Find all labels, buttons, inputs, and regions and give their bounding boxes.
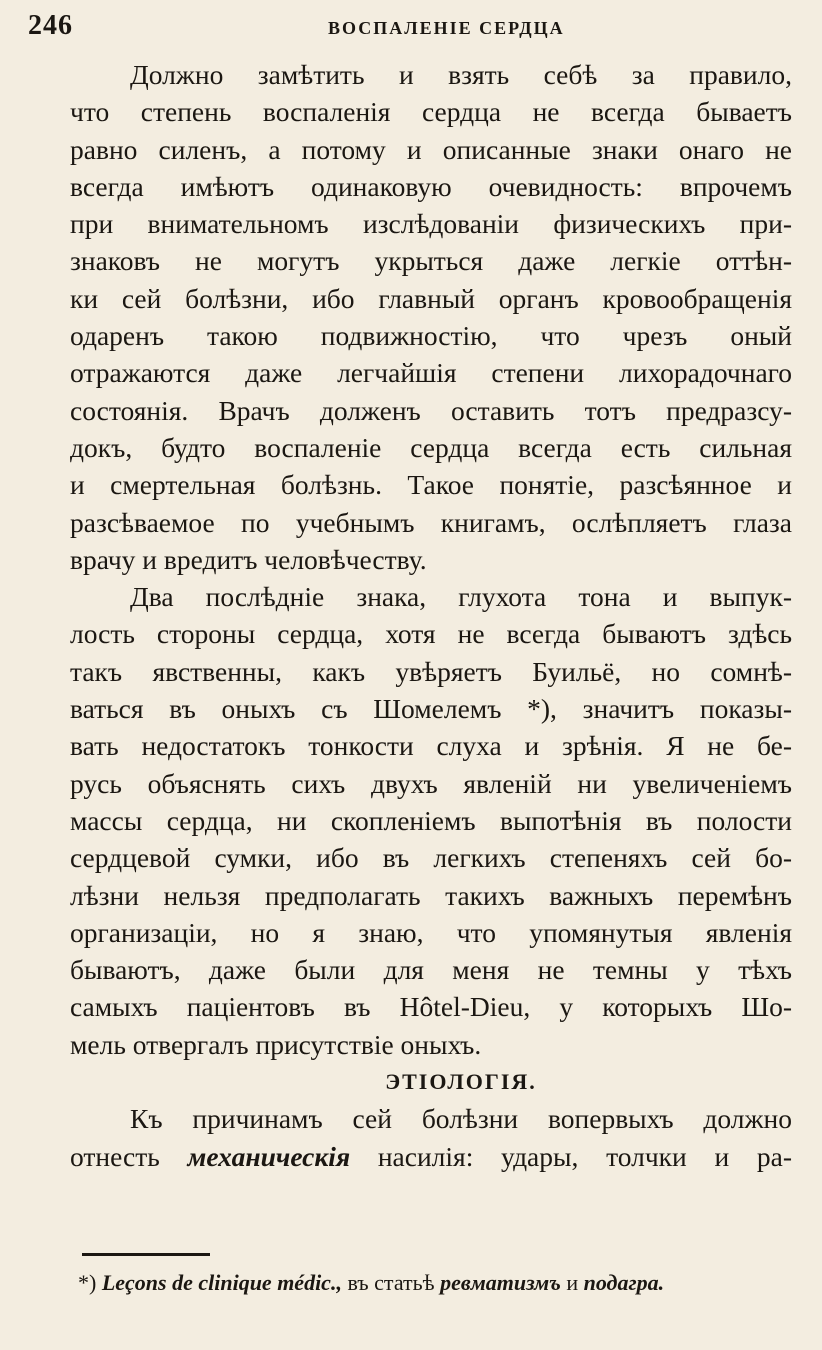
text-line: разсѣваемое по учебнымъ книгамъ, ослѣпляетъ глаза bbox=[70, 506, 792, 538]
footnote-marker: *) bbox=[78, 1270, 97, 1295]
text-run: насилія: удары, толчки и ра- bbox=[350, 1140, 792, 1172]
text-line: лость стороны сердца, хотя не всегда бываютъ здѣсь bbox=[70, 618, 792, 650]
text-run: отнесть bbox=[70, 1140, 188, 1172]
page-header bbox=[28, 10, 794, 50]
text-line: самыхъ паціентовъ въ Hôtel-Dieu, у которыхъ Шо- bbox=[70, 991, 792, 1023]
text-line: Должно замѣтить и взять себѣ за правило, bbox=[130, 59, 792, 90]
page-number: 246 bbox=[28, 10, 73, 41]
text-line: бываютъ, даже были для меня не темны у тѣхъ bbox=[70, 954, 792, 986]
text-line: при внимательномъ изслѣдованіи физическихъ при- bbox=[70, 208, 792, 240]
footnote-term: подагра. bbox=[583, 1270, 665, 1295]
text-line: сердцевой сумки, ибо въ легкихъ степеняхъ сей бо- bbox=[70, 842, 792, 874]
text-line: такъ явственны, какъ увѣряетъ Буильё, но сомнѣ- bbox=[70, 655, 792, 687]
footnote-rule bbox=[82, 1253, 210, 1256]
footnote bbox=[78, 1268, 800, 1298]
text-line: ки сей болѣзни, ибо главный органъ кровообращенія bbox=[70, 282, 792, 314]
text-line: мель отвергалъ присутствіе оныхъ. bbox=[70, 1028, 482, 1060]
text-line: отражаются даже легчайшія степени лихорадочнаго bbox=[70, 357, 792, 389]
main-text bbox=[70, 56, 792, 1175]
footnote-text: въ статьѣ bbox=[341, 1270, 441, 1295]
text-line: что степень воспаленія сердца не всегда бываетъ bbox=[70, 96, 792, 128]
text-line: состоянія. Врачъ долженъ оставить тотъ предразсу- bbox=[70, 394, 792, 426]
text-line: равно силенъ, а потому и описанные знаки онаго не bbox=[70, 133, 792, 165]
text-line: организаціи, но я знаю, что упомянутыя явленія bbox=[70, 916, 792, 948]
text-line: докъ, будто воспаленіе сердца всегда есть сильная bbox=[70, 431, 792, 463]
text-line: вать недостатокъ тонкости слуха и зрѣнія. Я не бе- bbox=[70, 730, 792, 762]
text-line: врачу и вредитъ человѣчеству. bbox=[70, 543, 427, 575]
emphasis-text: механическія bbox=[187, 1140, 351, 1172]
text-line: ваться въ оныхъ съ Шомелемъ *), значитъ показы- bbox=[70, 693, 792, 725]
text-line: всегда имѣютъ одинаковую очевидность: впрочемъ bbox=[70, 170, 792, 202]
text-line: Къ причинамъ сей болѣзни вопервыхъ должно bbox=[130, 1103, 792, 1135]
running-head: ВОСПАЛЕНІЕ СЕРДЦА bbox=[328, 18, 565, 38]
section-heading: ЭТІОЛОГІЯ. bbox=[385, 1069, 537, 1095]
text-line: одаренъ такою подвижностію, что чрезъ оный bbox=[70, 320, 792, 352]
text-line: знаковъ не могутъ укрыться даже легкіе оттѣн- bbox=[70, 245, 792, 277]
text-line: русь объяснять сихъ двухъ явленій ни увеличеніемъ bbox=[70, 767, 792, 799]
footnote-term: ревматизмъ bbox=[440, 1270, 561, 1295]
text-line: и смертельная болѣзнь. Такое понятіе, разсѣянное и bbox=[70, 469, 792, 501]
text-line bbox=[70, 1138, 792, 1175]
text-line: Два послѣдніе знака, глухота тона и выпук- bbox=[130, 581, 792, 613]
text-line: массы сердца, ни скопленіемъ выпотѣнія въ полости bbox=[70, 804, 792, 836]
footnote-text: и bbox=[560, 1270, 584, 1295]
text-line: лѣзни нельзя предполагать такихъ важныхъ перемѣнъ bbox=[70, 879, 792, 911]
footnote-source: Leçons de clinique médic., bbox=[101, 1270, 342, 1295]
